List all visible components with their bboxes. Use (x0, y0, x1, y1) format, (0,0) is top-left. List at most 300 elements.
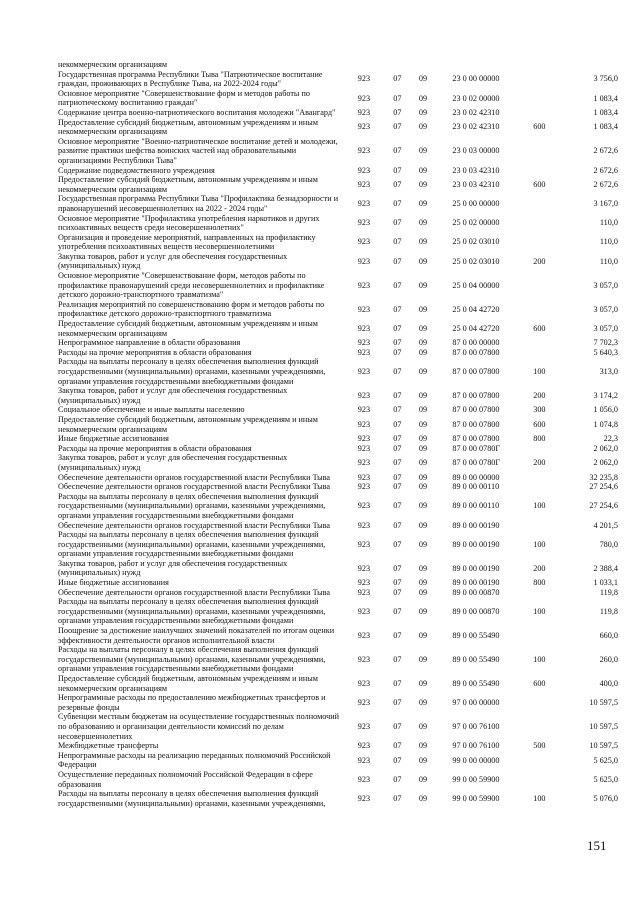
cell-rz: 07 (393, 280, 402, 290)
page-number: 151 (587, 838, 607, 853)
row-description: Непрограммные расходы на реализацию переданных полномочий Российской Федерации (58, 750, 331, 770)
cell-sum: 5 625,0 (593, 755, 618, 765)
cell-ved: 923 (357, 578, 371, 588)
cell-pr: 09 (418, 678, 428, 688)
cell-sum: 5 640,3 (593, 347, 618, 357)
table-row (58, 405, 618, 415)
cell-csr: 25 0 02 03010 (452, 237, 500, 247)
cell-sum: 3 057,0 (593, 304, 618, 314)
table-row (58, 770, 618, 789)
table-row (58, 789, 618, 808)
row-description: Иные бюджетные ассигнования (58, 434, 169, 444)
cell-vr: 200 (533, 563, 546, 573)
cell-rz: 07 (393, 587, 402, 597)
cell-rz: 07 (393, 434, 402, 444)
cell-sum: 1 033,1 (593, 578, 618, 588)
cell-sum: 1 083,4 (593, 122, 618, 132)
table-row (58, 386, 618, 405)
cell-csr: 25 0 04 00000 (452, 280, 500, 290)
cell-vr: 100 (533, 367, 546, 376)
cell-rz: 07 (393, 419, 402, 429)
cell-vr: 100 (533, 606, 546, 616)
cell-csr: 89 0 00 00190 (452, 539, 500, 549)
cell-csr: 23 0 03 42310 (452, 179, 500, 189)
cell-pr: 09 (418, 443, 428, 453)
cell-pr: 09 (418, 472, 428, 482)
cell-rz: 07 (393, 443, 402, 453)
cell-sum: 27 254,6 (589, 482, 618, 492)
cell-rz: 07 (393, 323, 402, 333)
cell-pr: 09 (418, 256, 428, 266)
cell-pr: 09 (418, 774, 428, 784)
cell-pr: 09 (418, 721, 428, 731)
cell-pr: 09 (418, 458, 428, 468)
cell-csr: 97 0 00 76100 (452, 741, 500, 751)
cell-rz: 07 (393, 107, 402, 117)
cell-rz: 07 (393, 458, 402, 468)
cell-pr: 09 (418, 419, 428, 429)
cell-rz: 07 (393, 218, 402, 228)
row-description: Расходы на выплаты персоналу в целях обеспечения выполнения функций государственными (муниципальными) органами, казенными учреждениями, органами управления государственными внебюджетными фондами (58, 530, 326, 559)
cell-ved: 923 (357, 256, 371, 266)
row-description: некоммерческим организациям (58, 60, 168, 69)
cell-ved: 923 (357, 482, 371, 492)
cell-sum: 110,0 (599, 237, 618, 247)
cell-pr: 09 (418, 304, 428, 314)
cell-sum: 110,0 (599, 256, 618, 266)
row-description: Поощрение за достижение наилучших значений показателей по итогам оценки эффективности деятельности органов исполнительной власти (58, 626, 335, 645)
cell-rz: 07 (393, 501, 402, 511)
cell-rz: 07 (393, 165, 402, 175)
cell-sum: 780,0 (599, 539, 618, 549)
table-row (58, 319, 618, 338)
table-row (58, 214, 618, 233)
cell-sum: 1 056,0 (593, 405, 618, 415)
cell-rz: 07 (393, 741, 402, 751)
table-row (58, 712, 618, 741)
table-row (58, 559, 618, 578)
cell-vr: 100 (533, 793, 546, 803)
cell-csr: 87 0 00 07800 (452, 347, 500, 357)
cell-csr: 87 0 00 0780Г (452, 443, 501, 453)
row-description: Основное мероприятие "Совершенствование форм и методов работы по патриотическому воспитанию граждан" (58, 88, 310, 108)
cell-ved: 923 (357, 405, 371, 415)
row-description: Межбюджетные трансферты (58, 741, 159, 751)
cell-ved: 923 (357, 347, 371, 357)
cell-csr: 23 0 02 00000 (452, 93, 500, 103)
row-description: Расходы на прочие мероприятия в области образования (58, 443, 252, 453)
cell-sum: 27 254,6 (589, 501, 618, 511)
table-row (58, 482, 618, 492)
table-row (58, 492, 618, 521)
cell-rz: 07 (393, 122, 402, 132)
table-row (58, 434, 618, 444)
cell-ved: 923 (357, 218, 371, 228)
row-description: Предоставление субсидий бюджетным, автономным учреждениям и иным некоммерческим организациям (58, 117, 318, 137)
cell-rz: 07 (393, 482, 402, 492)
cell-ved: 923 (357, 179, 371, 189)
row-description: Социальное обеспечение и иные выплаты населению (58, 405, 245, 415)
cell-rz: 07 (393, 520, 402, 530)
table-row (58, 693, 618, 712)
cell-sum: 4 201,5 (593, 520, 618, 530)
cell-ved: 923 (357, 793, 371, 803)
table-row (58, 166, 618, 176)
cell-csr: 23 0 03 42310 (452, 165, 500, 175)
row-description: Организация и проведение мероприятий, направленных на профилактику употребления психоактивных веществ несовершеннолетними (58, 232, 316, 252)
cell-pr: 09 (418, 165, 428, 175)
cell-rz: 07 (393, 563, 402, 573)
cell-ved: 923 (357, 774, 371, 784)
table-row (58, 60, 618, 70)
cell-sum: 2 388,4 (593, 563, 618, 573)
cell-csr: 89 0 00 00870 (452, 606, 500, 616)
cell-sum: 110,0 (599, 218, 618, 228)
cell-ved: 923 (357, 501, 371, 511)
cell-ved: 923 (357, 434, 371, 444)
cell-ved: 923 (357, 606, 371, 616)
cell-pr: 09 (418, 338, 428, 348)
cell-sum: 3 174,2 (593, 390, 618, 400)
cell-pr: 09 (418, 199, 428, 209)
row-description: Осуществление переданных полномочий Российской Федерации в сфере образования (58, 769, 313, 789)
cell-ved: 923 (357, 237, 371, 247)
row-description: Закупка товаров, работ и услуг для обеспечения государственных (муниципальных) нужд (58, 453, 288, 472)
cell-ved: 923 (357, 520, 371, 530)
cell-rz: 07 (393, 630, 402, 640)
table-row (58, 530, 618, 559)
row-description: Иные бюджетные ассигнования (58, 578, 169, 588)
table-row (58, 521, 618, 531)
cell-pr: 09 (418, 697, 428, 707)
table-row (58, 118, 618, 137)
table-row (58, 588, 618, 598)
cell-rz: 07 (393, 697, 402, 707)
cell-csr: 23 0 02 42310 (452, 107, 500, 117)
cell-pr: 09 (418, 606, 428, 616)
cell-csr: 23 0 02 42310 (452, 122, 500, 132)
row-description: Обеспечение деятельности органов государственной власти Республики Тыва (58, 472, 331, 482)
cell-sum: 1 083,4 (593, 93, 618, 103)
cell-vr: 200 (533, 390, 546, 400)
table-row (58, 70, 618, 89)
cell-vr: 100 (533, 654, 546, 664)
cell-csr: 89 0 00 55490 (452, 654, 500, 664)
cell-vr: 600 (533, 678, 546, 688)
cell-csr: 89 0 00 00870 (452, 587, 500, 597)
cell-vr: 500 (533, 741, 546, 751)
cell-csr: 89 0 00 00110 (452, 501, 500, 511)
cell-ved: 923 (357, 472, 371, 482)
table-row (58, 444, 618, 454)
cell-csr: 89 0 00 00190 (452, 563, 500, 573)
table-row (58, 194, 618, 213)
cell-csr: 99 0 00 59900 (452, 793, 500, 803)
table-row (58, 751, 618, 770)
table-row (58, 338, 618, 348)
cell-pr: 09 (418, 405, 428, 415)
table-row (58, 137, 618, 166)
cell-csr: 89 0 00 00110 (452, 482, 500, 492)
cell-pr: 09 (418, 793, 428, 803)
row-description: Расходы на выплаты персоналу в целях обеспечения выполнения функций государственными (муниципальными) органами, казенными учреждениями, органами управления государственными внебюджетными фондами (58, 597, 326, 626)
cell-csr: 25 0 02 03010 (452, 256, 500, 266)
cell-pr: 09 (418, 501, 428, 511)
cell-ved: 923 (357, 755, 371, 765)
cell-sum: 7 702,3 (593, 338, 618, 348)
cell-pr: 09 (418, 93, 428, 103)
table-row (58, 252, 618, 271)
cell-pr: 09 (418, 390, 428, 400)
cell-sum: 2 062,0 (593, 458, 618, 468)
cell-sum: 660,0 (599, 630, 618, 640)
cell-vr: 600 (533, 122, 546, 132)
table-row (58, 645, 618, 674)
cell-sum: 2 062,0 (593, 443, 618, 453)
cell-rz: 07 (393, 338, 402, 348)
cell-ved: 923 (357, 654, 371, 664)
cell-csr: 97 0 00 76100 (452, 721, 500, 731)
cell-pr: 09 (418, 755, 428, 765)
cell-pr: 09 (418, 741, 428, 751)
cell-rz: 07 (393, 405, 402, 415)
table-row (58, 271, 618, 300)
cell-ved: 923 (357, 165, 371, 175)
cell-csr: 23 0 00 00000 (452, 74, 500, 84)
budget-table (58, 60, 618, 808)
cell-ved: 923 (357, 122, 371, 132)
row-description: Реализация мероприятий по совершенствованию форм и методов работы по профилактике детского дорожно-транспортного травматизма (58, 299, 325, 319)
table-row (58, 473, 618, 483)
row-description: Основное мероприятие "Профилактика употребления наркотиков и других психоактивных веществ среди несовершеннолетних" (58, 213, 320, 233)
table-row (58, 89, 618, 108)
cell-sum: 313,0 (599, 367, 618, 376)
row-description: Обеспечение деятельности органов государственной власти Республики Тыва (58, 482, 331, 492)
cell-vr: 800 (533, 434, 546, 444)
cell-pr: 09 (418, 146, 428, 156)
cell-ved: 923 (357, 146, 371, 156)
cell-sum: 3 167,0 (593, 199, 618, 209)
row-description: Основное мероприятие "Совершенствование форм, методов работы по профилактике правонарушений среди несовершеннолетних и профилактике детского дорожно-транспортного травматизма" (58, 271, 325, 300)
cell-vr: 600 (533, 419, 546, 429)
cell-rz: 07 (393, 146, 402, 156)
cell-rz: 07 (393, 578, 402, 588)
cell-csr: 25 0 02 00000 (452, 218, 500, 228)
cell-sum: 2 672,6 (593, 165, 618, 175)
row-description: Обеспечение деятельности органов государственной власти Республики Тыва (58, 587, 331, 597)
cell-ved: 923 (357, 338, 371, 348)
cell-rz: 07 (393, 199, 402, 209)
cell-sum: 5 625,0 (593, 774, 618, 784)
cell-csr: 89 0 00 00190 (452, 520, 500, 530)
cell-pr: 09 (418, 179, 428, 189)
row-description: Основное мероприятие "Военно-патриотическое воспитание детей и молодежи, развитие практики шефства воинских частей над образовательными организациями Республики Тыва" (58, 136, 338, 165)
cell-pr: 09 (418, 520, 428, 530)
cell-csr: 87 0 00 07800 (452, 367, 500, 376)
cell-pr: 09 (418, 347, 428, 357)
cell-pr: 09 (418, 434, 428, 444)
cell-rz: 07 (393, 774, 402, 784)
row-description: Расходы на выплаты персоналу в целях обеспечения выполнения функций государственными (муниципальными) органами, казенными учреждениями, органами управления государственными внебюджетными фондами (58, 645, 326, 674)
cell-pr: 09 (418, 74, 428, 84)
cell-sum: 10 597,5 (589, 721, 618, 731)
cell-ved: 923 (357, 323, 371, 333)
table-row (58, 300, 618, 319)
row-description: Государственная программа Республики Тыва "Профилактика безнадзорности и правонарушений несовершеннолетних на 2022 - 2024 годы" (58, 194, 339, 213)
cell-vr: 100 (533, 501, 546, 511)
cell-pr: 09 (418, 237, 428, 247)
row-description: Предоставление субсидий бюджетным, автономным учреждениям и иным некоммерческим организациям (58, 175, 318, 194)
row-description: Расходы на прочие мероприятия в области образования (58, 347, 252, 357)
cell-rz: 07 (393, 606, 402, 616)
cell-pr: 09 (418, 323, 428, 333)
table-row (58, 415, 618, 434)
cell-sum: 3 756,0 (593, 74, 618, 84)
cell-ved: 923 (357, 367, 371, 376)
cell-csr: 89 0 00 55490 (452, 678, 500, 688)
row-description: Расходы на выплаты персоналу в целях обеспечения выполнения функций государственными (муниципальными) органами, казенными учреждениями, органами управления государственными внебюджетными фондами (58, 357, 326, 386)
cell-ved: 923 (357, 587, 371, 597)
cell-ved: 923 (357, 630, 371, 640)
cell-ved: 923 (357, 697, 371, 707)
table-row (58, 233, 618, 252)
cell-vr: 100 (533, 539, 546, 549)
row-description: Закупка товаров, работ и услуг для обеспечения государственных (муниципальных) нужд (58, 558, 288, 578)
cell-pr: 09 (418, 367, 428, 376)
cell-ved: 923 (357, 107, 371, 117)
cell-csr: 99 0 00 00000 (452, 755, 500, 765)
row-description: Предоставление субсидий бюджетным, автономным учреждениям и иным некоммерческим организациям (58, 319, 318, 338)
cell-vr: 300 (533, 405, 546, 415)
cell-rz: 07 (393, 390, 402, 400)
cell-ved: 923 (357, 419, 371, 429)
cell-csr: 23 0 03 00000 (452, 146, 500, 156)
cell-csr: 87 0 00 07800 (452, 390, 500, 400)
table-row (58, 597, 618, 626)
row-description: Обеспечение деятельности органов государственной власти Республики Тыва (58, 520, 331, 530)
cell-csr: 97 0 00 00000 (452, 697, 500, 707)
cell-sum: 10 597,5 (589, 741, 618, 751)
cell-pr: 09 (418, 630, 428, 640)
cell-rz: 07 (393, 74, 402, 84)
cell-ved: 923 (357, 539, 371, 549)
cell-ved: 923 (357, 563, 371, 573)
cell-sum: 2 672,6 (593, 146, 618, 156)
cell-rz: 07 (393, 654, 402, 664)
cell-ved: 923 (357, 390, 371, 400)
cell-ved: 923 (357, 74, 371, 84)
cell-pr: 09 (418, 539, 428, 549)
row-description: Закупка товаров, работ и услуг для обеспечения государственных (муниципальных) нужд (58, 386, 288, 405)
cell-rz: 07 (393, 472, 402, 482)
cell-csr: 25 0 04 42720 (452, 304, 500, 314)
cell-pr: 09 (418, 218, 428, 228)
cell-pr: 09 (418, 122, 428, 132)
cell-rz: 07 (393, 93, 402, 103)
cell-rz: 07 (393, 347, 402, 357)
cell-csr: 87 0 00 00000 (452, 338, 500, 348)
cell-pr: 09 (418, 563, 428, 573)
cell-sum: 2 672,6 (593, 179, 618, 189)
cell-vr: 600 (533, 179, 546, 189)
cell-csr: 25 0 04 42720 (452, 323, 500, 333)
row-description: Закупка товаров, работ и услуг для обеспечения государственных (муниципальных) нужд (58, 251, 288, 271)
cell-csr: 87 0 00 0780Г (452, 458, 501, 468)
cell-csr: 89 0 00 00190 (452, 578, 500, 588)
cell-ved: 923 (357, 443, 371, 453)
cell-sum: 22,3 (603, 434, 618, 444)
cell-sum: 5 076,0 (593, 793, 618, 803)
cell-vr: 200 (533, 256, 546, 266)
cell-sum: 3 057,0 (593, 280, 618, 290)
table-row (58, 175, 618, 194)
cell-rz: 07 (393, 304, 402, 314)
cell-sum: 1 074,8 (593, 419, 618, 429)
cell-pr: 09 (418, 280, 428, 290)
cell-sum: 119,8 (599, 587, 618, 597)
cell-csr: 89 0 00 55490 (452, 630, 500, 640)
cell-pr: 09 (418, 587, 428, 597)
cell-rz: 07 (393, 539, 402, 549)
row-description: Субвенции местным бюджетам на осуществление государственных полномочий по образованию и организации деятельности комиссий по делам несовершеннолетних (58, 712, 340, 741)
cell-rz: 07 (393, 793, 402, 803)
table-row (58, 453, 618, 472)
table-row (58, 578, 618, 588)
cell-sum: 119,8 (599, 606, 618, 616)
cell-pr: 09 (418, 578, 428, 588)
cell-ved: 923 (357, 458, 371, 468)
row-description: Предоставление субсидий бюджетным, автономным учреждениям и иным некоммерческим организациям (58, 414, 318, 434)
row-description: Расходы на выплаты персоналу в целях обеспечения выполнения функций государственными (муниципальными) органами, казенными учреждениями, органами управления государственными внебюджетными фондами (58, 491, 326, 520)
cell-ved: 923 (357, 199, 371, 209)
cell-ved: 923 (357, 304, 371, 314)
cell-sum: 1 083,4 (593, 107, 618, 117)
row-description: Расходы на выплаты персоналу в целях обеспечения выполнения функций государственными (муниципальными) органами, казенными учреждениями, (58, 789, 326, 808)
table-row (58, 348, 618, 358)
cell-ved: 923 (357, 678, 371, 688)
table-row (58, 108, 618, 118)
table-row (58, 674, 618, 693)
cell-sum: 400,0 (599, 678, 618, 688)
cell-pr: 09 (418, 654, 428, 664)
cell-sum: 260,0 (599, 654, 618, 664)
cell-csr: 87 0 00 07800 (452, 419, 500, 429)
cell-sum: 3 057,0 (593, 323, 618, 333)
cell-ved: 923 (357, 93, 371, 103)
row-description: Содержание подведомственного учреждения (58, 165, 215, 175)
cell-vr: 600 (533, 323, 546, 333)
table-row (58, 357, 618, 386)
cell-rz: 07 (393, 367, 402, 376)
row-description: Предоставление субсидий бюджетным, автономным учреждениям и иным некоммерческим организациям (58, 674, 318, 693)
row-description: Непрограммное направление в области образования (58, 338, 241, 348)
cell-ved: 923 (357, 721, 371, 731)
cell-rz: 07 (393, 237, 402, 247)
cell-ved: 923 (357, 741, 371, 751)
cell-pr: 09 (418, 107, 428, 117)
cell-csr: 99 0 00 59900 (452, 774, 500, 784)
cell-ved: 923 (357, 280, 371, 290)
cell-rz: 07 (393, 179, 402, 189)
cell-pr: 09 (418, 482, 428, 492)
cell-sum: 10 597,5 (589, 697, 618, 707)
cell-vr: 800 (533, 578, 546, 588)
cell-vr: 200 (533, 458, 546, 468)
table-row (58, 626, 618, 645)
cell-sum: 32 235,8 (589, 472, 618, 482)
row-description: Содержание центра военно-патриотического воспитания молодежи "Авангард" (58, 107, 336, 117)
cell-csr: 25 0 00 00000 (452, 199, 500, 209)
